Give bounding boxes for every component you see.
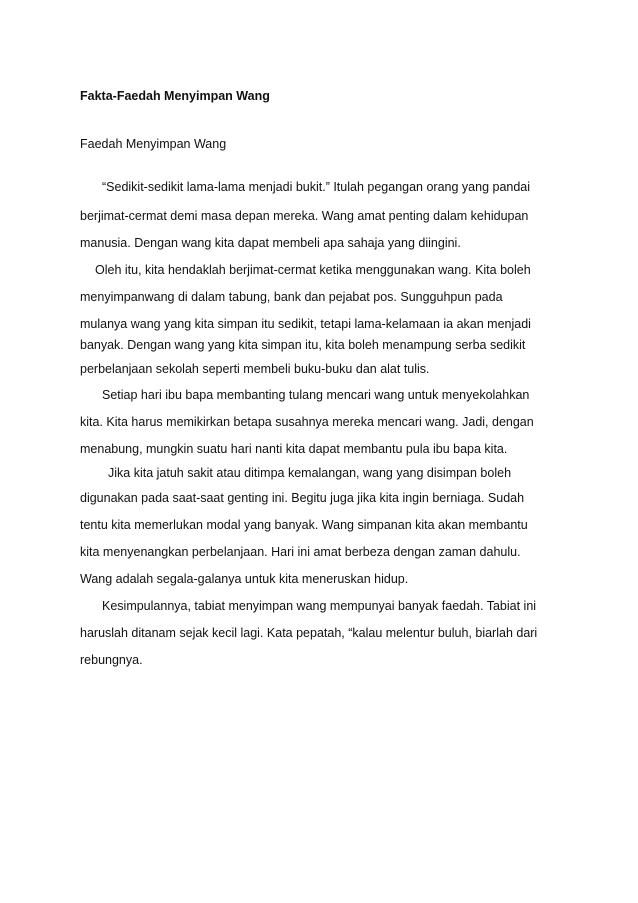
text-line: Kesimpulannya, tabiat menyimpan wang mempunyai banyak faedah. Tabiat ini (102, 599, 537, 613)
text-line: perbelanjaan sekolah seperti membeli buku-buku dan alat tulis. (80, 362, 430, 376)
text-line: berjimat-cermat demi masa depan mereka. Wang amat penting dalam kehidupan (80, 209, 529, 223)
text-line: haruslah ditanam sejak kecil lagi. Kata pepatah, “kalau melentur buluh, biarlah dari (80, 626, 538, 640)
document-title: Fakta-Faedah Menyimpan Wang (80, 89, 270, 103)
text-line: menyimpanwang di dalam tabung, bank dan pejabat pos. Sungguhpun pada (80, 290, 503, 304)
text-line: rebungnya. (80, 653, 143, 667)
text-line: Wang adalah segala-galanya untuk kita meneruskan hidup. (80, 572, 409, 586)
text-line: menabung, mungkin suatu hari nanti kita dapat membantu pula ibu bapa kita. (80, 442, 508, 456)
text-line: Setiap hari ibu bapa membanting tulang mencari wang untuk menyekolahkan (102, 388, 530, 402)
text-line: tentu kita memerlukan modal yang banyak. Wang simpanan kita akan membantu (80, 518, 528, 532)
text-line: mulanya wang yang kita simpan itu sedikit, tetapi lama-kelamaan ia akan menjadi (80, 317, 531, 331)
document-subtitle: Faedah Menyimpan Wang (80, 137, 227, 151)
text-line: “Sedikit-sedikit lama-lama menjadi bukit.” Itulah pegangan orang yang pandai (102, 180, 531, 194)
text-line: banyak. Dengan wang yang kita simpan itu, kita boleh menampung serba sedikit (80, 338, 526, 352)
text-line: digunakan pada saat-saat genting ini. Begitu juga jika kita ingin berniaga. Sudah (80, 491, 525, 505)
text-line: Oleh itu, kita hendaklah berjimat-cermat ketika menggunakan wang. Kita boleh (95, 263, 531, 277)
text-line: manusia. Dengan wang kita dapat membeli apa sahaja yang diingini. (80, 236, 461, 250)
text-line: Jika kita jatuh sakit atau ditimpa kemalangan, wang yang disimpan boleh (108, 466, 512, 480)
text-line: kita menyenangkan perbelanjaan. Hari ini amat berbeza dengan zaman dahulu. (80, 545, 521, 559)
text-line: kita. Kita harus memikirkan betapa susahnya mereka mencari wang. Jadi, dengan (80, 415, 534, 429)
